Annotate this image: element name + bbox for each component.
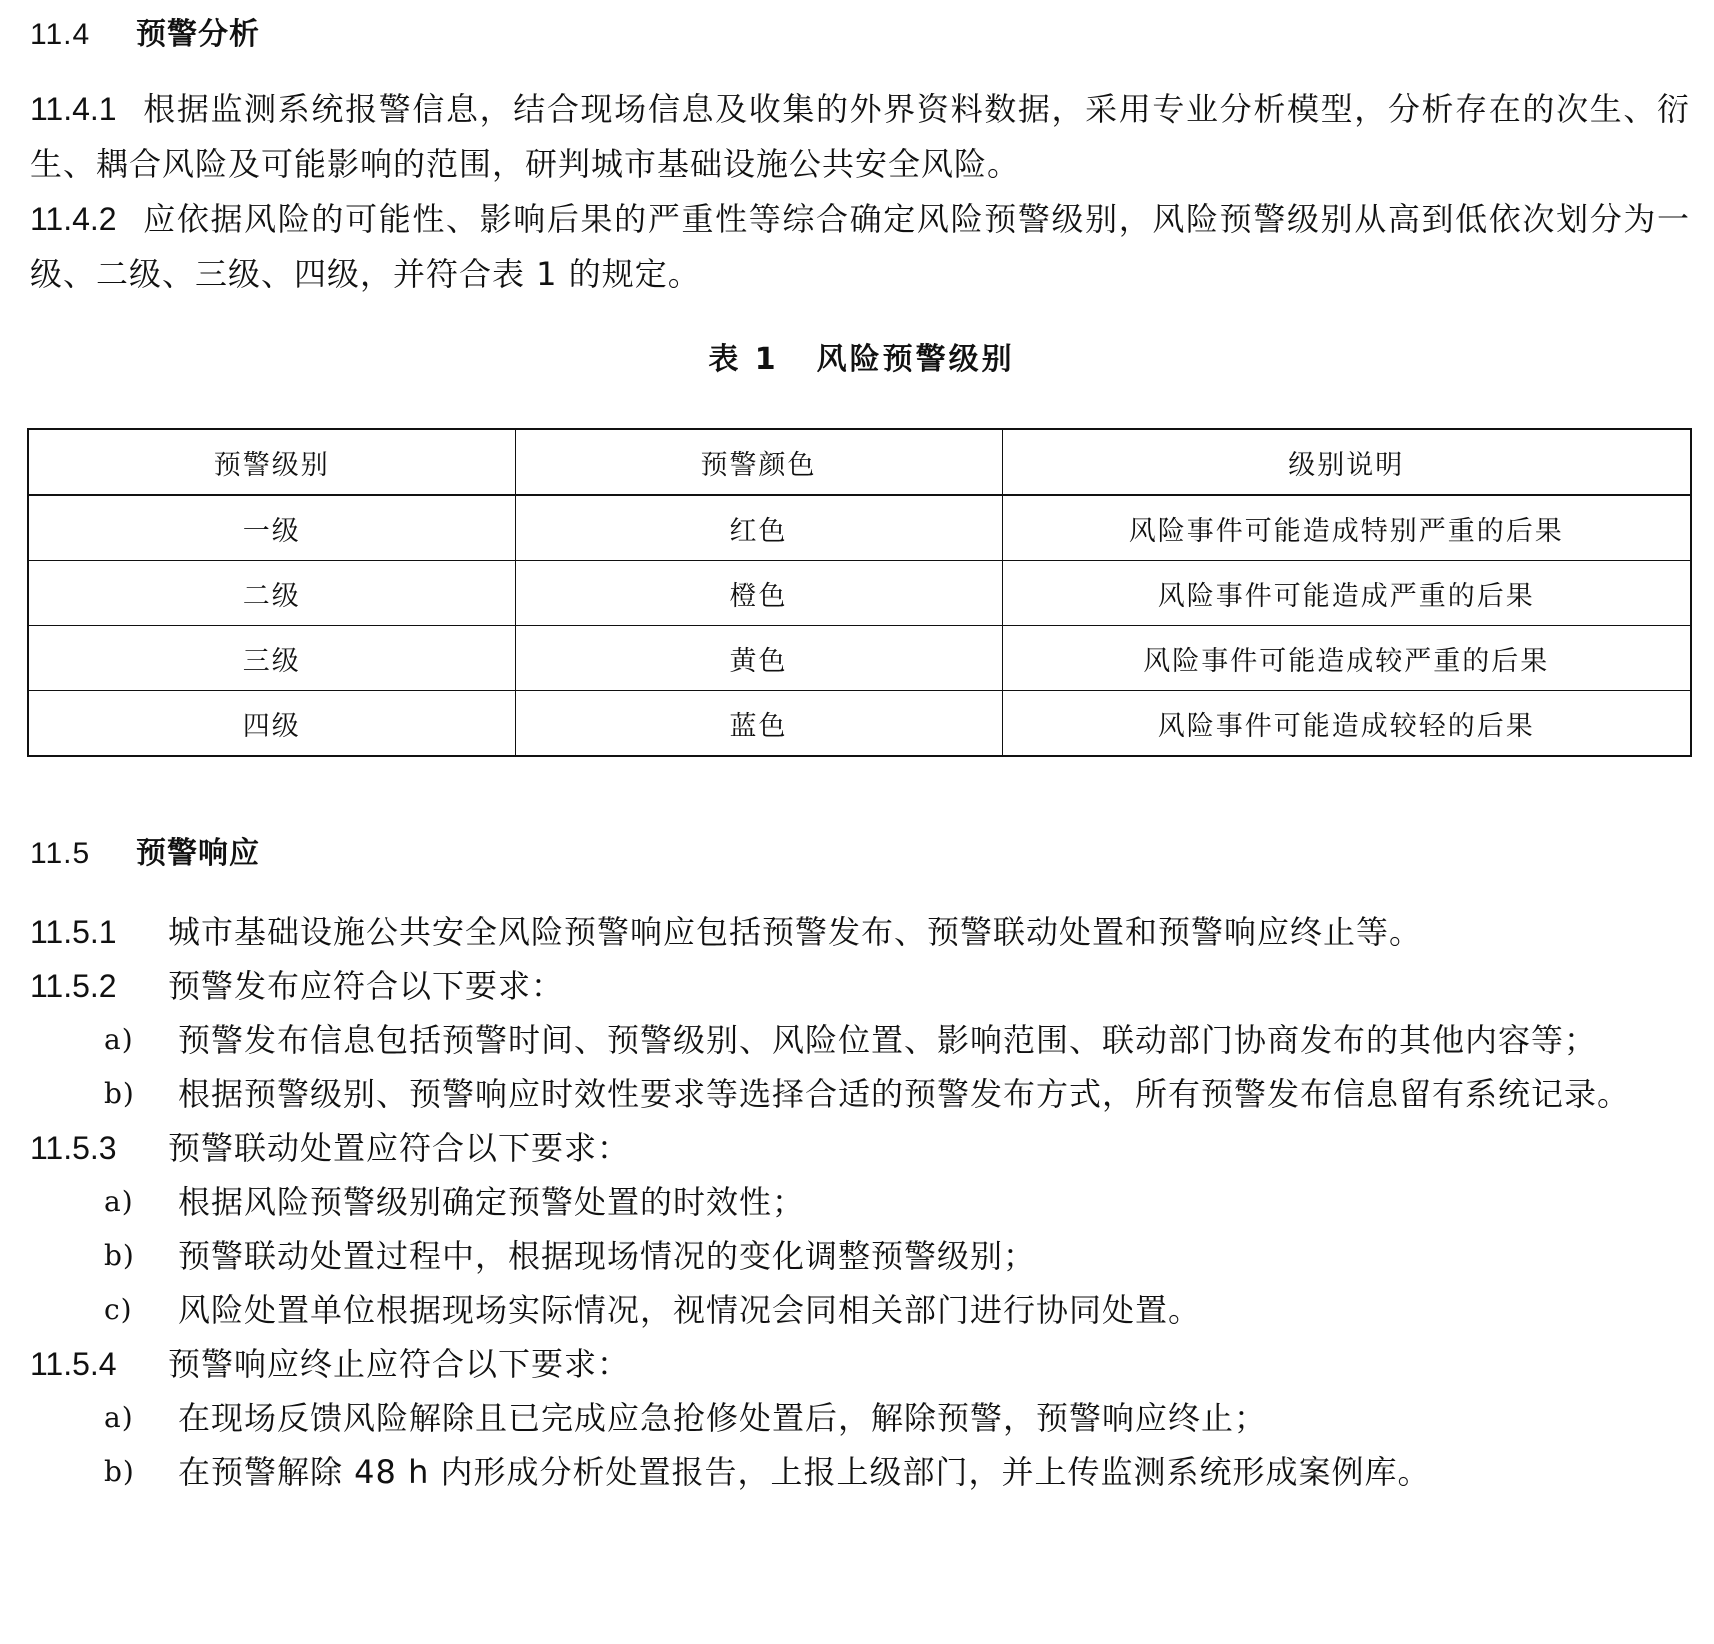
column-header: 预警颜色 <box>515 429 1002 495</box>
section-heading-11-4 <box>30 15 260 55</box>
section-title: 预警响应 <box>136 836 260 871</box>
clause-11-5-2 <box>30 959 1690 1013</box>
list-marker: b) <box>104 1455 135 1488</box>
clause-text: 预警发布应符合以下要求： <box>168 967 565 1005</box>
list-marker: b) <box>104 1077 135 1110</box>
clause-number: 11.5.1 <box>30 914 117 950</box>
section-number: 11.5 <box>30 837 91 870</box>
list-item-text: 在现场反馈风险解除且已完成应急抢修处置后，解除预警，预警响应终止； <box>178 1399 1268 1437</box>
list-marker: a) <box>104 1023 134 1056</box>
table-number: 表 1 <box>708 342 779 377</box>
table-cell-color: 红色 <box>515 495 1002 561</box>
clause-number: 11.5.2 <box>30 968 117 1004</box>
clause-text: 预警联动处置应符合以下要求： <box>168 1129 631 1167</box>
clause-11-4-2 <box>30 192 1690 302</box>
clause-11-4-1 <box>30 82 1690 192</box>
table-title <box>30 340 1693 380</box>
table-cell-level: 四级 <box>28 691 515 757</box>
risk-warning-level-table <box>27 428 1692 757</box>
column-header: 级别说明 <box>1002 429 1691 495</box>
list-marker: a) <box>104 1401 134 1434</box>
list-item-text: 风险处置单位根据现场实际情况，视情况会同相关部门进行协同处置。 <box>178 1291 1202 1329</box>
list-item-text: 根据风险预警级别确定预警处置的时效性； <box>178 1183 806 1221</box>
table-cell-description: 风险事件可能造成严重的后果 <box>1002 561 1691 626</box>
clause-text: 应依据风险的可能性、影响后果的严重性等综合确定风险预警级别，风险预警级别从高到低依次划分为一级、二级、三级、四级，并符合表 1 的规定。 <box>30 200 1690 293</box>
list-item <box>30 1391 1690 1445</box>
list-item-text: 预警发布信息包括预警时间、预警级别、风险位置、影响范围、联动部门协商发布的其他内容等； <box>178 1021 1598 1059</box>
table-cell-level: 三级 <box>28 626 515 691</box>
clause-number: 11.5.4 <box>30 1346 117 1382</box>
list-item <box>30 1229 1690 1283</box>
table-row <box>28 495 1691 561</box>
list-marker: a) <box>104 1185 134 1218</box>
list-item <box>30 1013 1690 1067</box>
list-item <box>30 1283 1690 1337</box>
table-cell-description: 风险事件可能造成较严重的后果 <box>1002 626 1691 691</box>
table-cell-color: 橙色 <box>515 561 1002 626</box>
list-item-text: 预警联动处置过程中，根据现场情况的变化调整预警级别； <box>178 1237 1037 1275</box>
table-wrapper <box>27 428 1692 757</box>
list-item-text: 根据预警级别、预警响应时效性要求等选择合适的预警发布方式，所有预警发布信息留有系统记录。 <box>178 1075 1631 1113</box>
clause-text: 根据监测系统报警信息，结合现场信息及收集的外界资料数据，采用专业分析模型，分析存在的次生、衍生、耦合风险及可能影响的范围，研判城市基础设施公共安全风险。 <box>30 90 1690 183</box>
clause-number: 11.4.2 <box>30 201 117 237</box>
clause-text: 城市基础设施公共安全风险预警响应包括预警发布、预警联动处置和预警响应终止等。 <box>168 913 1423 951</box>
table-header-row <box>28 429 1691 495</box>
table-row <box>28 691 1691 757</box>
table-row <box>28 561 1691 626</box>
section-heading-11-5 <box>30 834 260 874</box>
section-number: 11.4 <box>30 18 91 51</box>
table-cell-description: 风险事件可能造成特别严重的后果 <box>1002 495 1691 561</box>
clause-number: 11.4.1 <box>30 91 117 127</box>
column-header: 预警级别 <box>28 429 515 495</box>
section-title: 预警分析 <box>136 17 260 52</box>
clause-11-5-4 <box>30 1337 1690 1391</box>
table-cell-level: 一级 <box>28 495 515 561</box>
list-item-text: 在预警解除 48 h 内形成分析处置报告，上报上级部门，并上传监测系统形成案例库。 <box>178 1453 1431 1491</box>
list-item <box>30 1067 1690 1121</box>
clause-number: 11.5.3 <box>30 1130 117 1166</box>
table-caption: 风险预警级别 <box>816 342 1015 377</box>
list-item <box>30 1175 1690 1229</box>
section-11-5-body <box>30 905 1690 1499</box>
clause-11-5-3 <box>30 1121 1690 1175</box>
clause-text: 预警响应终止应符合以下要求： <box>168 1345 631 1383</box>
list-item <box>30 1445 1690 1499</box>
table-cell-level: 二级 <box>28 561 515 626</box>
list-marker: b) <box>104 1239 135 1272</box>
list-marker: c) <box>104 1293 133 1326</box>
table-cell-color: 蓝色 <box>515 691 1002 757</box>
table-cell-color: 黄色 <box>515 626 1002 691</box>
table-cell-description: 风险事件可能造成较轻的后果 <box>1002 691 1691 757</box>
table-row <box>28 626 1691 691</box>
clause-11-5-1 <box>30 905 1690 959</box>
